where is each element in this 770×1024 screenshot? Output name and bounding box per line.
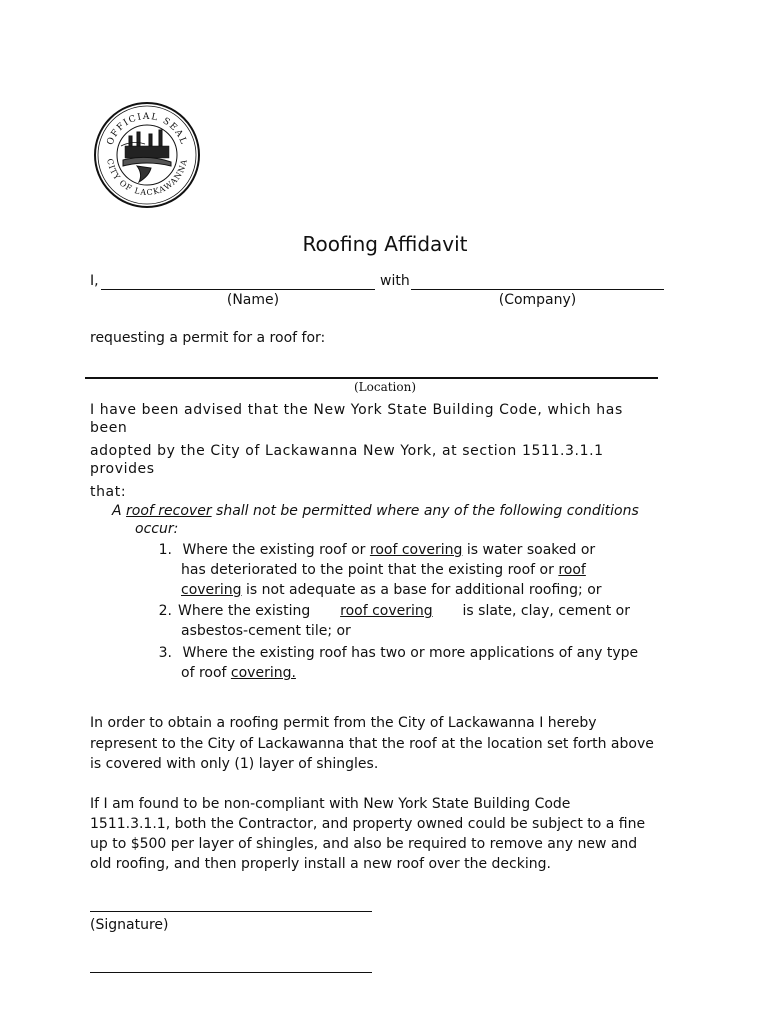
- date-field[interactable]: [90, 972, 372, 973]
- list-item-continuation: asbestos-cement tile; or: [181, 623, 351, 639]
- seal-bottom-text: CITY OF LACKAWANNA: [105, 157, 189, 198]
- advised-line-1: I have been advised that the New York State Building Code, which has: [90, 402, 623, 418]
- svg-text:CITY OF LACKAWANNA: [105, 158, 189, 197]
- permit-request-text: requesting a permit for a roof for:: [90, 330, 326, 346]
- list-item: [150, 643, 638, 663]
- name-field[interactable]: [101, 289, 375, 290]
- city-seal-logo: [93, 100, 201, 210]
- covering-term: covering: [181, 582, 242, 598]
- list-text: is not adequate as a base for additional roofing; or: [246, 582, 602, 598]
- list-item: [150, 540, 595, 560]
- page-title: Roofing Affidavit: [302, 232, 468, 256]
- signature-field[interactable]: [90, 911, 372, 912]
- list-text: Where the existing: [178, 603, 311, 619]
- compliance-paragraph-line-4: old roofing, and then properly install a new roof over the decking.: [90, 856, 551, 872]
- code-rest-1: shall not be permitted where any of the following conditions: [216, 503, 639, 519]
- advised-line-4: provides: [90, 461, 155, 477]
- list-number: 3.: [158, 645, 172, 661]
- permit-paragraph-line-3: is covered with only (1) layer of shingles.: [90, 756, 379, 772]
- company-label: (Company): [498, 292, 577, 308]
- code-quote: [112, 501, 639, 521]
- list-number: 1.: [158, 542, 172, 558]
- roof-covering-term: roof covering: [369, 542, 463, 558]
- list-text: has deteriorated to the point that the existing roof or: [181, 562, 554, 578]
- location-field[interactable]: [85, 377, 658, 379]
- list-text: of roof: [181, 665, 227, 681]
- compliance-paragraph-line-1: If I am found to be non-compliant with New York State Building Code: [90, 796, 571, 812]
- permit-paragraph-line-2: represent to the City of Lackawanna that the roof at the location set forth above: [90, 736, 654, 752]
- list-text: Where the existing roof has two or more applications of any type: [182, 645, 639, 661]
- compliance-paragraph-line-3: up to $500 per layer of shingles, and also be required to remove any new and: [90, 836, 638, 852]
- list-item: [150, 601, 630, 621]
- advised-line-5: that:: [90, 484, 127, 500]
- code-a: A: [112, 503, 122, 519]
- list-item-continuation: [181, 663, 296, 683]
- compliance-paragraph-line-2: 1511.3.1.1, both the Contractor, and property owned could be subject to a fine: [90, 816, 646, 832]
- intro-with: with: [380, 273, 410, 289]
- signature-label: (Signature): [90, 917, 169, 933]
- roof-recover-term: roof recover: [126, 503, 212, 519]
- seal-factory-scene: [121, 130, 171, 182]
- seal-top-text: OFFICIAL SEAL: [105, 111, 189, 147]
- intro-prefix: I,: [90, 273, 99, 289]
- company-field[interactable]: [411, 289, 664, 290]
- list-item-continuation: [181, 580, 602, 600]
- advised-line-3: adopted by the City of Lackawanna New York, at section 1511.3.1.1: [90, 443, 604, 459]
- covering-term: covering.: [230, 665, 296, 681]
- roof-covering-term: roof covering: [340, 603, 433, 619]
- location-label: (Location): [353, 380, 417, 394]
- list-text: Where the existing roof or: [182, 542, 366, 558]
- advised-line-2: been: [90, 420, 128, 436]
- list-text: is water soaked or: [466, 542, 596, 558]
- list-item-continuation: [181, 560, 586, 580]
- list-text: is slate, clay, cement or: [462, 603, 630, 619]
- name-label: (Name): [226, 292, 280, 308]
- svg-text:OFFICIAL SEAL: [105, 112, 188, 147]
- roof-term: roof: [558, 562, 586, 578]
- list-number: 2.: [158, 603, 172, 619]
- permit-paragraph-line-1: In order to obtain a roofing permit from the City of Lackawanna I hereby: [90, 715, 597, 731]
- code-rest-2: occur:: [135, 521, 179, 537]
